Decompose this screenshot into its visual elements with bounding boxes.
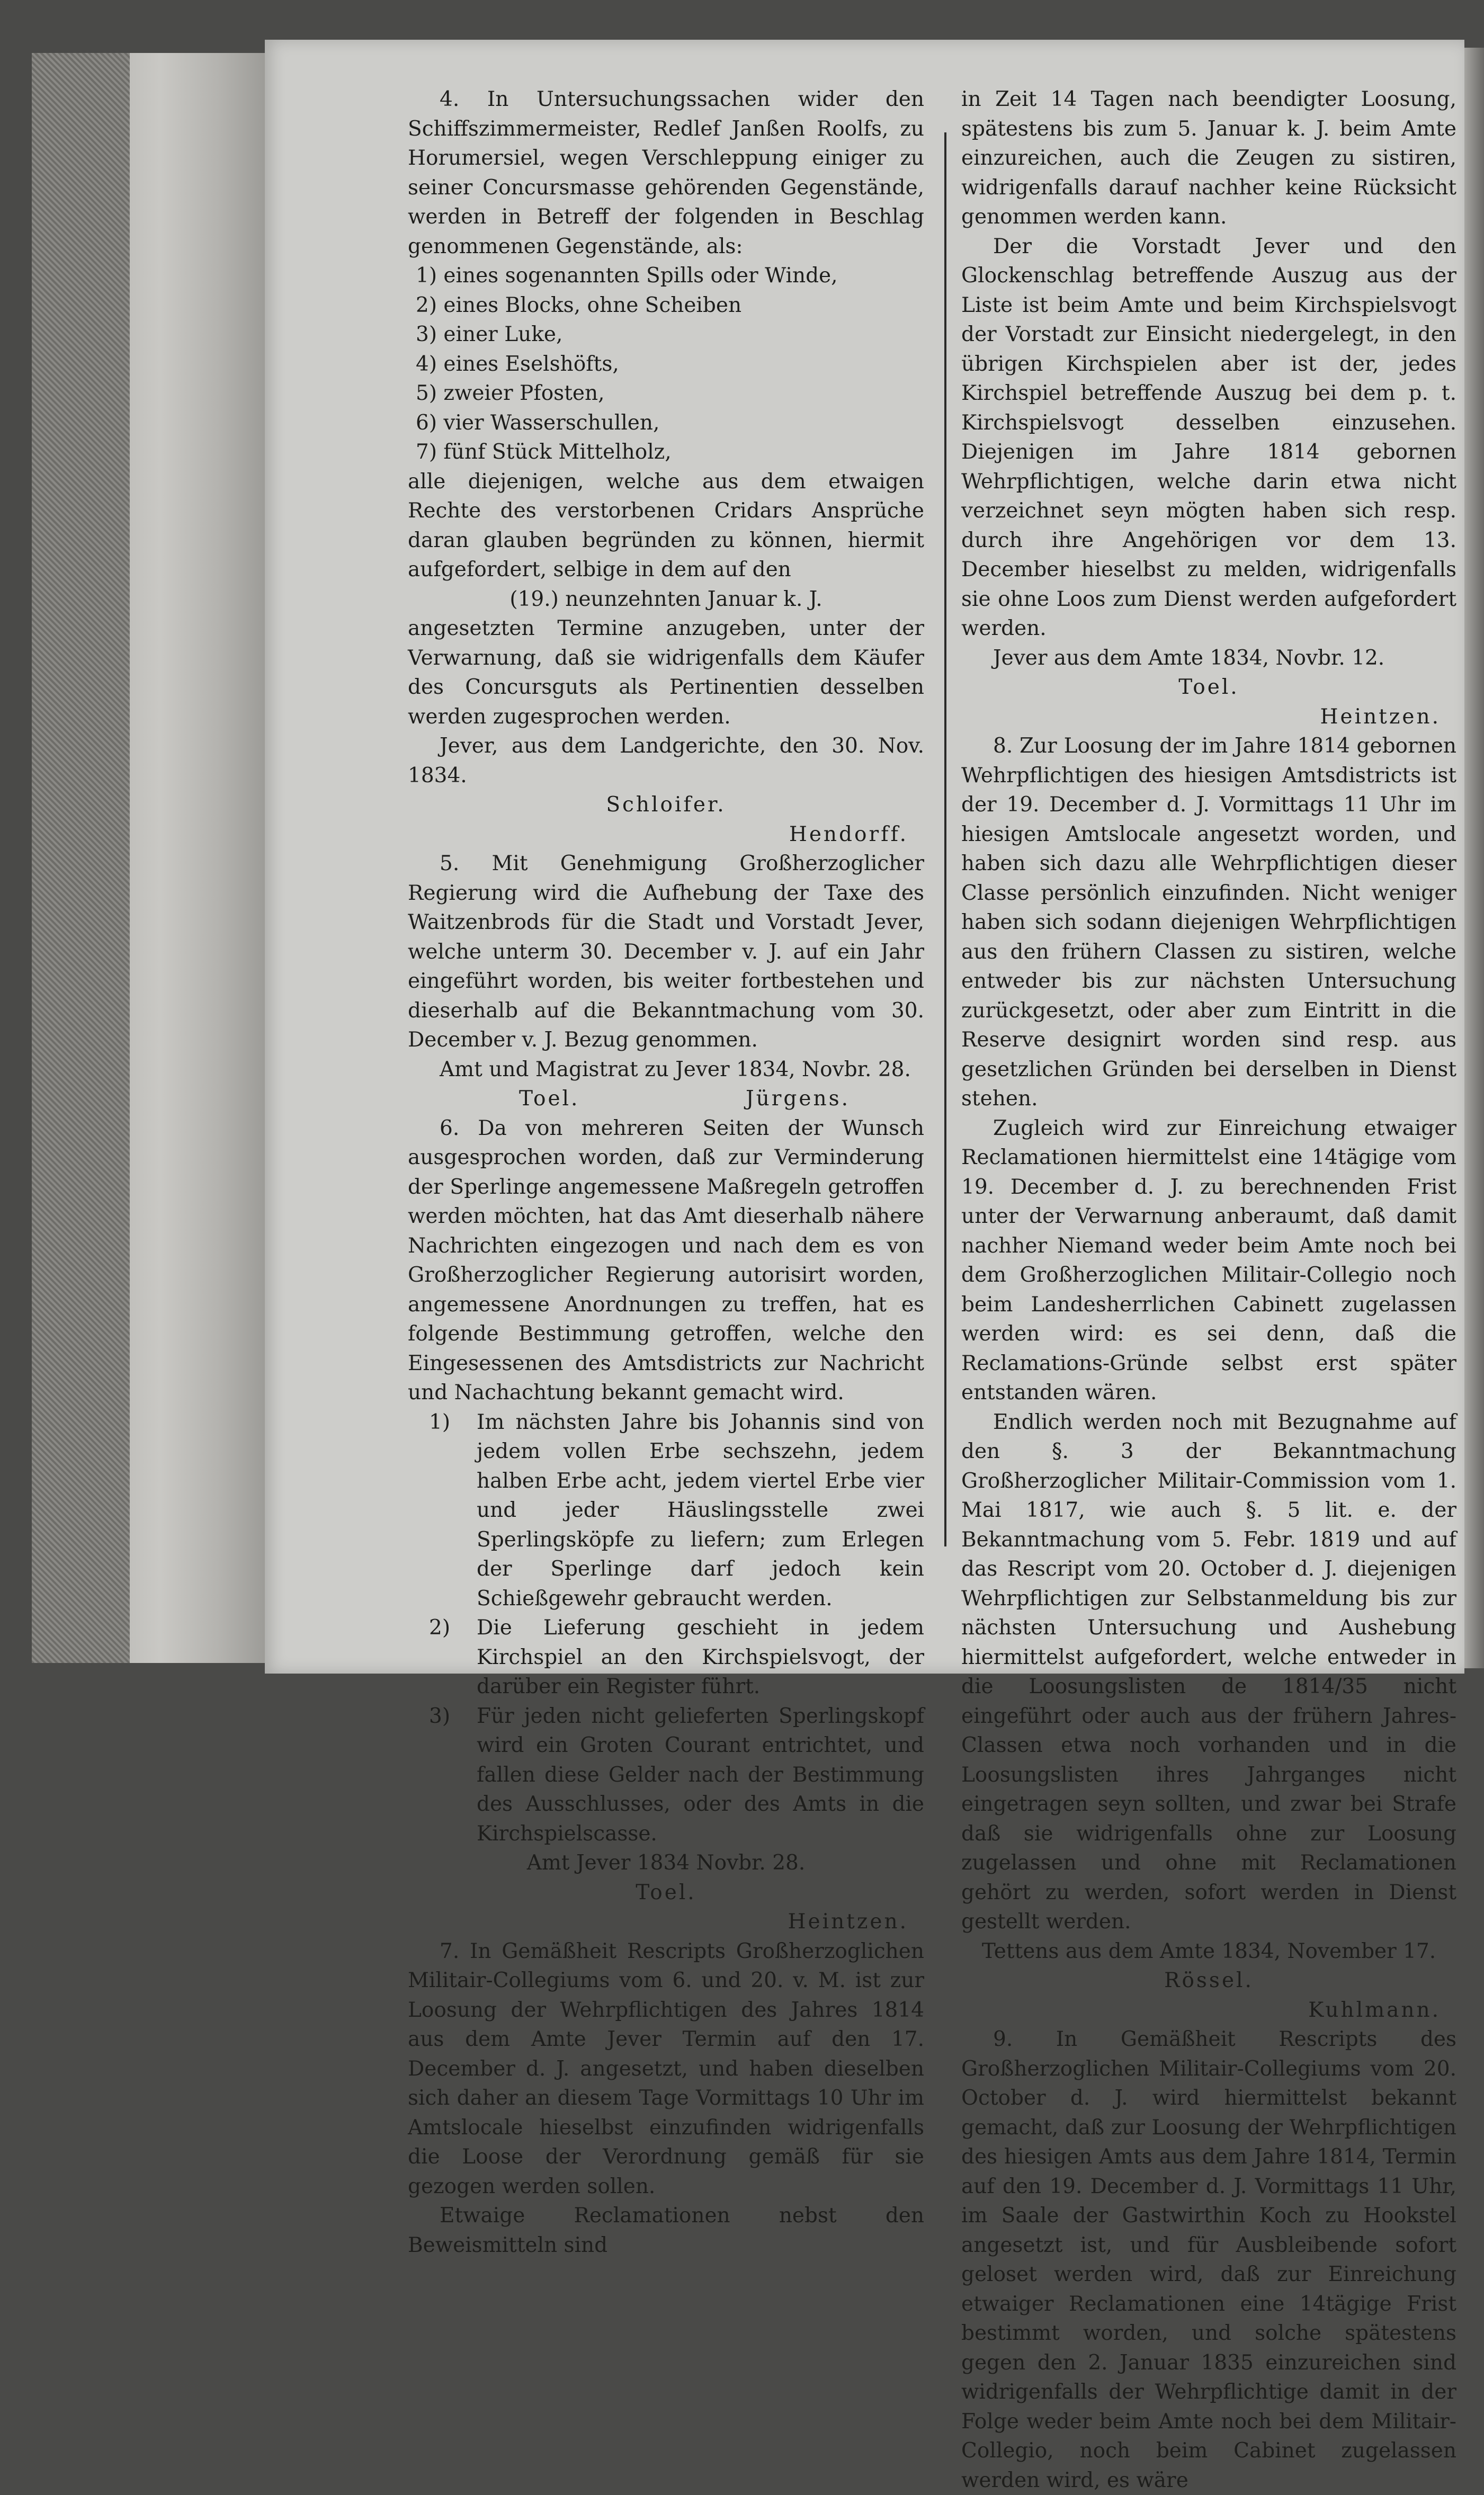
notice-4-place-date: Jever, aus dem Landgerichte, den 30. Nov. 1834. xyxy=(408,734,924,788)
notice-4-signature-1: Schloifer. xyxy=(606,793,726,817)
left-column xyxy=(408,85,924,2260)
list-item: 3) einer Luke, xyxy=(416,323,563,346)
list-item: 4) eines Eselshöfts, xyxy=(416,352,619,376)
notice-7-cont-body-2: Der die Vorstadt Jever und den Glockenschlag betreffende Auszug aus der Liste ist beim Amte und beim Kirchspielsvogt der Vorstadt zur Einsicht niedergelegt, in den übrigen Kirchspielen aber ist der, jedes Kirchspiel betreffende Auszug bei dem p. t. Kirchspielsvogt desselben einzusehen. Diejenigen im Jahre 1814 gebornen Wehrpflichtigen, welche darin etwa nicht verzeichnet seyn mögten haben sich resp. durch ihre Angehörigen vor dem 13. December hieselbst zu melden, widrigenfalls sie ohne Loos zum Dienst werden aufgefordert werden. xyxy=(961,234,1456,640)
notice-5-place-date: Amt und Magistrat zu Jever 1834, Novbr. 28. xyxy=(440,1057,911,1081)
list-item: 7) fünf Stück Mittelholz, xyxy=(416,440,672,464)
notice-7-signature-1: Toel. xyxy=(1178,675,1239,699)
notice-4-signature-2: Hendorff. xyxy=(789,822,908,846)
notice-4-intro: 4. In Untersuchungssachen wider den Schiffszimmermeister, Redlef Janßen Roolfs, zu Horumersiel, wegen Verschleppung einiger zu seiner Concursmasse gehörenden Gegenstände, werden in Betreff der folgenden in Beschlag genommenen Gegenstände, als: xyxy=(408,87,924,258)
notice-8-body-2: Zugleich wird zur Einreichung etwaiger Reclamationen hiermittelst eine 14tägige vom 19. December d. J. zu berechnenden Frist unter der Verwarnung anberaumt, daß damit nachher Niemand weder beim Amte noch bei dem Großherzoglichen Militair-Collegio noch beim Landesherrlichen Cabinett zugelassen werden wird: es sei denn, daß die Reclamations-Gründe selbst erst später entstanden wären. xyxy=(961,1116,1456,1405)
notice-7-continued xyxy=(961,85,1456,731)
notice-6-item-3 xyxy=(408,1702,924,1849)
list-item: 5) zweier Pfosten, xyxy=(416,381,605,405)
right-column xyxy=(961,85,1456,2495)
notice-7-signature-2: Heintzen. xyxy=(1320,704,1441,729)
item-number: 1) xyxy=(429,1410,451,1434)
notice-9-body: 9. In Gemäßheit Rescripts des Großherzoglichen Militair-Collegiums vom 20. October d. J. wird hiermittelst bekannt gemacht, daß zur Loosung der Wehrpflichtigen des hiesigen Amts aus dem Jahre 1814, Termin auf den 19. December d. J. Vormittags 11 Uhr, im Saale der Gastwirthin Koch zu Hookstel angesetzt ist, und für Ausbleibende sofort geloset werden wird, daß zur Einreichung etwaiger Reclamationen eine 14tägige Frist bestimmt worden, und solche spätestens gegen den 2. Januar 1835 einzureichen sind widrigenfalls der Wehrpflichtige damit in der Folge weder beim Amte noch bei dem Militair-Collegio, noch beim Cabinet zugelassen werden wird, es wäre xyxy=(961,2027,1456,2492)
notice-7 xyxy=(408,1937,924,2260)
list-item: 1) eines sogenannten Spills oder Winde, xyxy=(416,264,838,288)
notice-6-item-2 xyxy=(408,1613,924,1702)
notice-8-place-date: Tettens aus dem Amte 1834, November 17. xyxy=(981,1939,1436,1963)
list-item: 2) eines Blocks, ohne Scheiben xyxy=(416,293,742,317)
notice-4 xyxy=(408,85,924,849)
item-text: Die Lieferung geschieht in jedem Kirchspiel an den Kirchspielsvogt, der darüber ein Register führt. xyxy=(477,1616,924,1698)
notice-6-signature-2: Heintzen. xyxy=(788,1910,908,1934)
notice-5-signature-2: Jürgens. xyxy=(746,1087,850,1111)
item-text: Für jeden nicht gelieferten Sperlingskopf wird ein Groten Courant entrichtet, und fallen diese Gelder nach der Bestimmung des Ausschlusses, oder des Amts in die Kirchspielscasse. xyxy=(477,1704,924,1846)
list-item: 6) vier Wasserschullen, xyxy=(416,410,660,435)
notice-7-place-date: Jever aus dem Amte 1834, Novbr. 12. xyxy=(993,646,1385,670)
notice-8-body: 8. Zur Loosung der im Jahre 1814 gebornen Wehrpflichtigen des hiesigen Amtsdistricts ist der 19. December d. J. Vormittags 11 Uhr im hiesigen Amtslocale angesetzt worden, und haben sich dazu alle Wehrpflichtigen dieser Classe persönlich einzufinden. Nicht weniger haben sich sodann diejenigen Wehrpflichtigen aus den frühern Classen zu sistiren, welche entweder bis zur nächsten Untersuchung zurückgesetzt, oder aber zum Eintritt in die Reserve designirt worden sind resp. aus gesetzlichen Gründen bei derselben in Dienst stehen. xyxy=(961,734,1456,1111)
facing-page-edge xyxy=(1464,48,1484,1668)
notice-6-item-1 xyxy=(408,1408,924,1614)
notice-6-signature-1: Toel. xyxy=(636,1880,696,1904)
notice-6 xyxy=(408,1114,924,1937)
item-text: Im nächsten Jahre bis Johannis sind von jedem vollen Erbe sechszehn, jedem halben Erbe acht, jedem viertel Erbe vier und jeder Häuslingsstelle zwei Sperlingsköpfe zu liefern; zum Erlegen der Sperlinge darf jedoch kein Schießgewehr gebraucht werden. xyxy=(477,1410,924,1611)
notice-6-place-date: Amt Jever 1834 Novbr. 28. xyxy=(526,1851,806,1875)
item-number: 2) xyxy=(429,1616,451,1640)
notice-8-signature-1: Rössel. xyxy=(1164,1969,1254,1992)
notice-9 xyxy=(961,2025,1456,2495)
notice-5-signature-1: Toel. xyxy=(519,1087,580,1111)
notice-8-body-3: Endlich werden noch mit Bezugnahme auf den §. 3 der Bekanntmachung Großherzoglicher Militair-Commission vom 1. Mai 1817, wie auch §. 5 lit. e. der Bekanntmachung vom 5. Febr. 1819 und auf das Rescript vom 20. October d. J. diejenigen Wehrpflichtigen zur Selbstanmeldung bis zur nächsten Untersuchung und Aushebung hiermittelst aufgefordert, welche entweder in die Loosungslisten de 1814/35 nicht eingeführt oder auch aus der frühern Jahres-Classen etwa noch vorhanden und in die Loosungslisten ihres Jahrganges nicht eingetragen seyn sollten, und zwar bei Strafe daß sie widrigenfalls ohne zur Loosung zugelassen und ohne mit Reclamationen gehört zu werden, sofort werden in Dienst gestellt werden. xyxy=(961,1410,1456,1934)
notice-5 xyxy=(408,849,924,1114)
notice-8-signature-2: Kuhlmann. xyxy=(1308,1998,1441,2022)
notice-7-body: 7. In Gemäßheit Rescripts Großherzoglichen Militair-Collegiums vom 6. und 20. v. M. ist zur Loosung der Wehrpflichtigen des Jahres 1814 aus dem Amte Jever Termin auf den 17. December d. J. angesetzt, und haben dieselben sich daher an diesem Tage Vormittags 10 Uhr im Amtslocale hieselbst einzufinden widrigenfalls die Loose der Verordnung gemäß für sie gezogen werden sollen. xyxy=(408,1939,924,2198)
notice-5-signatures xyxy=(408,1084,924,1114)
notice-6-body: 6. Da von mehreren Seiten der Wunsch ausgesprochen worden, daß zur Verminderung der Sperlinge angemessene Maßregeln getroffen werden möchten, hat das Amt dieserhalb nähere Nachrichten eingezogen und nach dem es von Großherzoglicher Regierung autorisirt worden, angemessene Anordnungen zu treffen, hat es folgende Bestimmung getroffen, welche den Eingesessenen des Amtsdistricts zur Nachricht und Nachachtung bekannt gemacht wird. xyxy=(408,1116,924,1405)
item-number: 3) xyxy=(429,1704,451,1728)
notice-7-body-2: Etwaige Reclamationen nebst den Beweismitteln sind xyxy=(408,2204,924,2257)
notice-7-cont-body: in Zeit 14 Tagen nach beendigter Loosung, spätestens bis zum 5. Januar k. J. beim Amte einzureichen, auch die Zeugen zu sistiren, widrigenfalls darauf nachher keine Rücksicht genommen werden kann. xyxy=(961,87,1456,229)
notice-5-body: 5. Mit Genehmigung Großherzoglicher Regierung wird die Aufhebung der Taxe des Waitzenbrods für die Stadt und Vorstadt Jever, welche unterm 30. December v. J. auf ein Jahr eingeführt worden, bis weiter fortbestehen und dieserhalb auf die Bekanntmachung vom 30. December v. J. Bezug genommen. xyxy=(408,852,924,1052)
notice-4-body-2: angesetzten Termine anzugeben, unter der Verwarnung, daß sie widrigenfalls dem Käufer des Concursguts als Pertinentien desselben werden zugesprochen werden. xyxy=(408,616,924,729)
column-divider xyxy=(944,132,946,1546)
book-spine-binding xyxy=(32,53,130,1663)
notice-4-body: alle diejenigen, welche aus dem etwaigen Rechte des verstorbenen Cridars Ansprüche daran glauben begründen zu können, hiermit aufgefordert, selbige in dem auf den xyxy=(408,469,924,582)
notice-4-date-line: (19.) neunzehnten Januar k. J. xyxy=(509,587,823,611)
notice-8 xyxy=(961,731,1456,2025)
notice-4-items xyxy=(408,261,924,467)
